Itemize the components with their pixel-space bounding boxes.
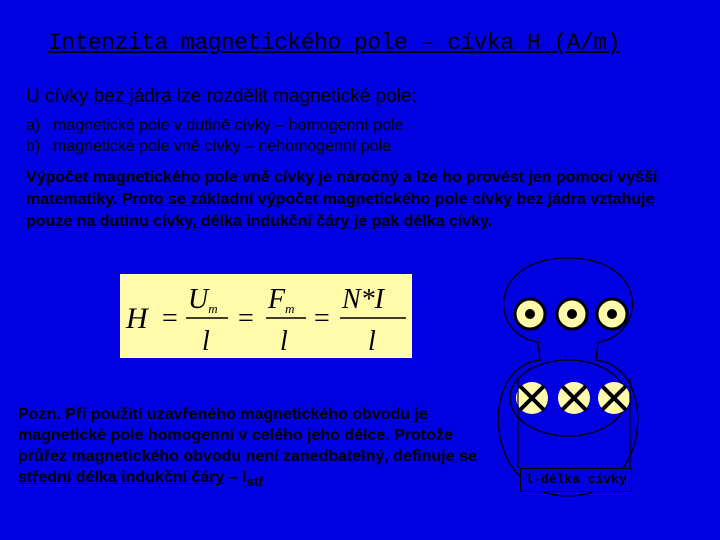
conductor-cross-row — [516, 382, 630, 414]
list-item-label: a) — [26, 117, 41, 134]
note-underlined: střední délka indukční čáry — [18, 469, 225, 486]
list-item-text: magnetické pole vně cívky – nehomogenní pole — [53, 138, 391, 155]
list-item-text: magnetické pole v dutině cívky – homogenní pole — [53, 117, 404, 134]
formula-n2: Fm — [268, 284, 295, 316]
formula-eq-1: = — [162, 303, 178, 334]
field-type-list — [26, 115, 403, 157]
formula-den-2: l — [280, 326, 288, 357]
formula-eq-2: = — [238, 303, 254, 334]
formula-svg — [120, 274, 412, 358]
formula-den-1: l — [202, 326, 210, 357]
intro-text — [26, 86, 417, 108]
calc-underlined: Proto se základní výpočet magnetického pole cívky bez jádra vztahuje pouze na dutinu cívky, délka indukční čáry je pak délka cívky — [26, 191, 655, 230]
calc-plain: Výpočet magnetického pole vně cívky je náročný a lze ho provést jen pomocí vyšší matematiky. — [26, 169, 658, 208]
list-item — [26, 115, 403, 136]
formula-box — [120, 274, 412, 358]
conductor-dot-row — [515, 299, 627, 329]
field-tick-label: ~ — [563, 351, 570, 356]
note-sub: stř — [246, 474, 264, 490]
formula-lhs: H — [126, 302, 148, 335]
intro-before: U cívky — [26, 86, 94, 107]
intro-highlight: bez jádra — [93, 86, 172, 107]
calculation-paragraph — [26, 167, 696, 233]
list-item-label: b) — [26, 138, 41, 155]
coil-length-label: l-délka cívky — [520, 468, 632, 492]
note-text: Pozn. Při použití uzavřeného magnetického obvodu je magnetické pole homogenní v celého jeho délce. Protože průřez magnetického obvodu není zanedbatelný, definuje se — [18, 406, 477, 465]
formula-den-3: l — [368, 326, 376, 357]
note-paragraph — [18, 404, 480, 492]
calc-end: . — [487, 213, 493, 230]
note-dash: – — [224, 469, 243, 486]
formula-eq-3: = — [314, 303, 330, 334]
page-title: Intenzita magnetického pole – cívka H (A/m) — [48, 30, 620, 56]
list-item — [26, 136, 403, 157]
intro-after: lze rozdělit magnetické pole: — [171, 86, 417, 107]
note-symbol: l — [242, 469, 247, 486]
formula-n3: N*I — [342, 284, 384, 315]
formula-n1: Um — [188, 284, 218, 316]
